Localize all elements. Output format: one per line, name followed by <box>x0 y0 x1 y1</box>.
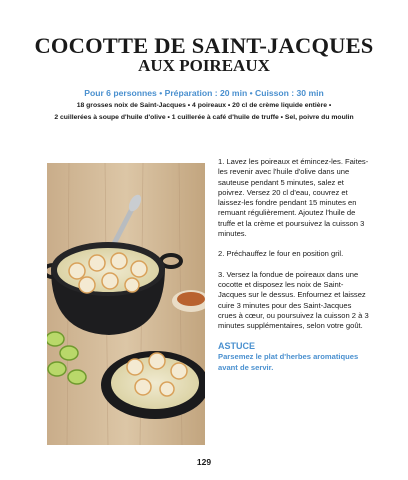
step-3: 3. Versez la fondue de poireaux dans une cocotte et disposez les noix de Saint-Jacques sur le dessus. Enfournez et laissez cuire 3 minutes pour des Saint-Jacques crues à cœur, ou poursuivez la cuisson 2 à 3 minutes supplémentaires, selon votre goût. <box>218 269 369 331</box>
recipe-steps <box>218 157 370 373</box>
tip-title: ASTUCE <box>218 341 256 352</box>
ingredients-line: 18 grosses noix de Saint-Jacques • 4 poireaux • 20 cl de crème liquide entière • <box>76 102 332 109</box>
step-2: 2. Préchauffez le four en position gril. <box>218 249 344 259</box>
recipe-photo <box>47 163 205 445</box>
recipe-subtitle: AUX POIREAUX <box>138 56 270 75</box>
ingredients-list <box>14 100 394 124</box>
serving-plate <box>101 351 205 419</box>
recipe-meta: Pour 6 personnes • Préparation : 20 min • Cuisson : 30 min <box>84 88 324 98</box>
tip-text: Parsemez le plat d'herbes aromatiques avant de servir. <box>218 352 359 372</box>
step-1: 1. Lavez les poireaux et émincez-les. Faites-les revenir avec l'huile d'olive dans une sauteuse pendant 5 minutes, salez et poivrez. Versez 20 cl d'eau, couvrez et laissez-les fondre pendant 15 minutes en remuant régulièrement. Ajoutez l'huile de truffe et la crème et poursuivez la cuisson 3 minutes. <box>218 157 369 239</box>
page-number: 129 <box>196 457 212 467</box>
ingredients-line: 2 cuillerées à soupe d'huile d'olive • 1 cuillerée à café d'huile de truffe • Sel, poivre du moulin <box>54 114 354 121</box>
recipe-title: COCOTTE DE SAINT-JACQUES <box>34 33 374 58</box>
